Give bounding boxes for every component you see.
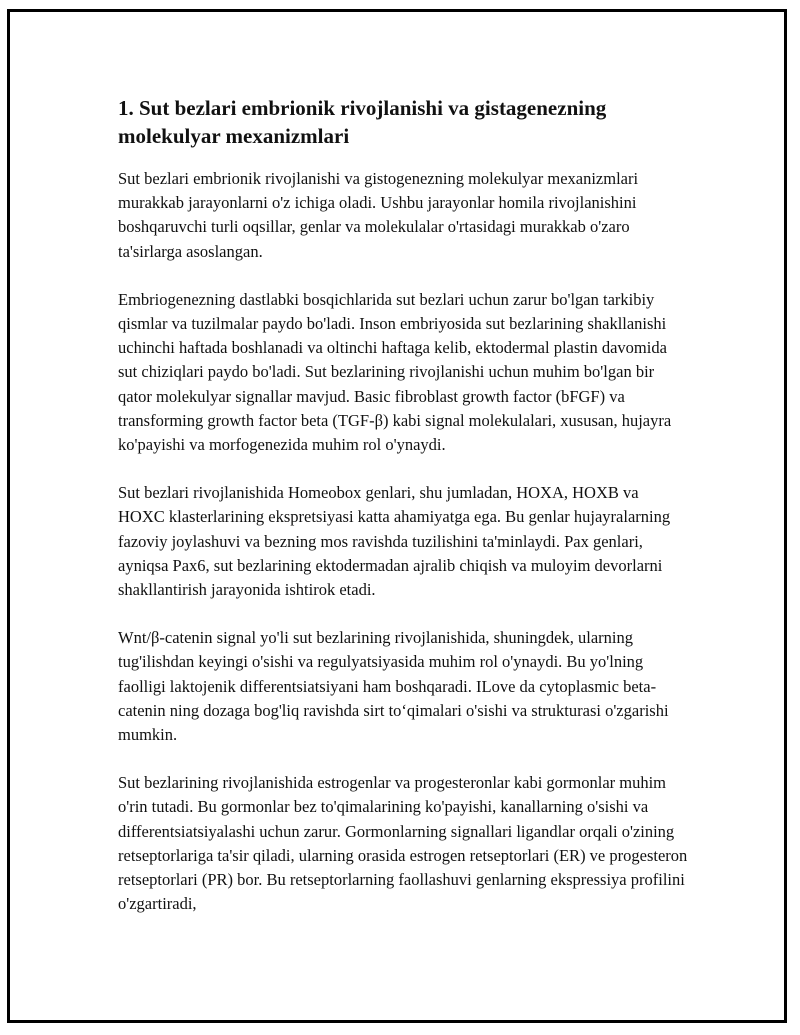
paragraph-2: Embriogenezning dastlabki bosqichlarida sut bezlari uchun zarur bo'lgan tarkibiy qismlar va tuzilmalar paydo bo'ladi. Inson embriyosida sut bezlarining shakllanishi uchinchi haftada boshlanadi va oltinchi haftaga kelib, ektodermal plastin davomida sut chiziqlari paydo bo'ladi. Sut bezlarining rivojlanishi uchun muhim bo'lgan bir qator molekulyar signallar mavjud. Basic fibroblast growth factor (bFGF) va transforming growth factor beta (TGF-β) kabi signal molekulalari, xususan, hujayra ko'payishi va morfogenezida muhim rol o'ynaydi. <box>118 289 672 455</box>
paragraph-5: Sut bezlarining rivojlanishida estrogenlar va progesteronlar kabi gormonlar muhim o'rin tutadi. Bu gormonlar bez to'qimalarining ko'payishi, kanallarning o'sishi va differentsiatsiyalashi uchun zarur. Gormonlarning signallari ligandlar orqali o'zining retseptorlariga ta'sir qiladi, ularning orasida estrogen retseptorlari (ER) ve progesteron retseptorlari (PR) bor. Bu retseptorlarning faollashuvi genlarning ekspressiya profilini o'zgartiradi, <box>118 773 688 914</box>
paragraph-3: Sut bezlari rivojlanishida Homeobox genlari, shu jumladan, HOXA, HOXB va HOXC klasterlarining ekspretsiyasi katta ahamiyatga ega. Bu genlar hujayralarning fazoviy joylashuvi va bezning mos ravishda tuzilishini ta'minlaydi. Pax genlari, ayniqsa Pax6, sut bezlarining ektodermadan ajralib chiqish va muloyim devorlarni shakllantirish jarayonida ishtirok etadi. <box>118 483 671 600</box>
document-content <box>118 94 688 940</box>
section-heading: 1. Sut bezlari embrionik rivojlanishi va gistagenezning molekulyar mexanizmlari <box>118 96 607 148</box>
paragraph-4: Wnt/β-catenin signal yo'li sut bezlarining rivojlanishida, shuningdek, ularning tug'ilishdan keyingi o'sishi va regulyatsiyasida muhim rol o'ynaydi. Bu yo'lning faolligi laktojenik differentsiatsiyani ham boshqaradi. ILove da cytoplasmic beta-catenin ning dozaga bog'liq ravishda sirt to‘qimalari o'sishi va strukturasi o'zgarishi mumkin. <box>118 628 669 745</box>
paragraph-1: Sut bezlari embrionik rivojlanishi va gistogenezning molekulyar mexanizmlari murakkab jarayonlarni o'z ichiga oladi. Ushbu jarayonlar homila rivojlanishini boshqaruvchi turli oqsillar, genlar va molekulalar o'rtasidagi murakkab o'zaro ta'sirlarga asoslangan. <box>118 169 639 261</box>
